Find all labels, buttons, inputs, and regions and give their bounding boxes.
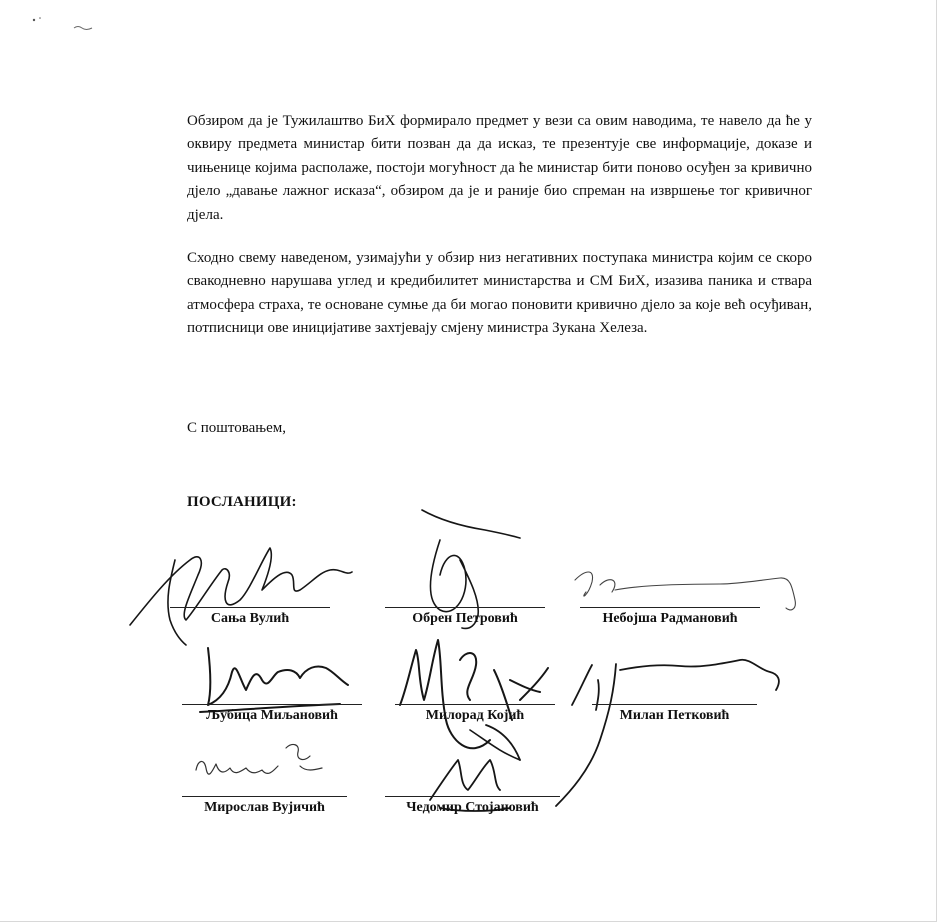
body-paragraph-2: Сходно свему наведеном, узимајући у обзир низ негативних поступака министра којим се скоро свакодневно нарушава углед и кредибилитет министарства и СМ БиХ, изазива паника и ствара атмосфера страха, те основане сумње да би могао поновити кривично дјело за које већ осуђиван, потписници ове иницијативе захтјевају смјену министра Зукана Хелеза. (187, 250, 812, 337)
signatory-name: Обрен Петровић (412, 611, 518, 626)
signature-line (182, 796, 347, 797)
signatory-block-8 (385, 796, 560, 826)
signatory-name: Мирослав Вујичић (204, 800, 325, 815)
signatory-block-1 (170, 607, 330, 637)
signatory-name: Милан Петковић (619, 708, 730, 723)
signature-line (385, 796, 560, 797)
signature-3 (575, 572, 795, 610)
body-paragraph-1: Обзиром да је Тужилаштво БиХ формирало предмет у вези са овим наводима, те навело да ће у оквиру предмета министар бити позван да да исказ, те презентује све информације, доказе и чињенице којима располаже, постоји могућност да ће министар бити поново осуђен за кривично дјело „давање лажног исказа“, обзиром да је и раније био спреман на извршење тог кривичног дјела. (187, 113, 812, 223)
signatory-block-3 (580, 607, 760, 637)
signature-4 (200, 648, 348, 712)
signatory-name: Милорад Којић (425, 708, 525, 723)
signatory-block-5 (395, 704, 555, 734)
signatory-block-6 (592, 704, 757, 734)
signature-line (170, 607, 330, 608)
signature-line (182, 704, 362, 705)
closing-salutation: С поштовањем, (187, 420, 286, 436)
signature-line (592, 704, 757, 705)
signatory-name: Чедомир Стојановић (406, 800, 539, 815)
scan-specks (28, 10, 98, 40)
signature-line (580, 607, 760, 608)
signatory-block-4 (182, 704, 362, 734)
signatory-name: Љубица Миљановић (206, 708, 338, 723)
signatory-name: Небојша Радмановић (602, 611, 738, 626)
signature-7 (196, 745, 322, 775)
signatory-block-7 (182, 796, 347, 826)
signatory-name: Сања Вулић (210, 611, 290, 626)
signatory-block-2 (385, 607, 545, 637)
signature-line (385, 607, 545, 608)
signatories-heading: ПОСЛАНИЦИ: (187, 494, 297, 510)
signature-line (395, 704, 555, 705)
